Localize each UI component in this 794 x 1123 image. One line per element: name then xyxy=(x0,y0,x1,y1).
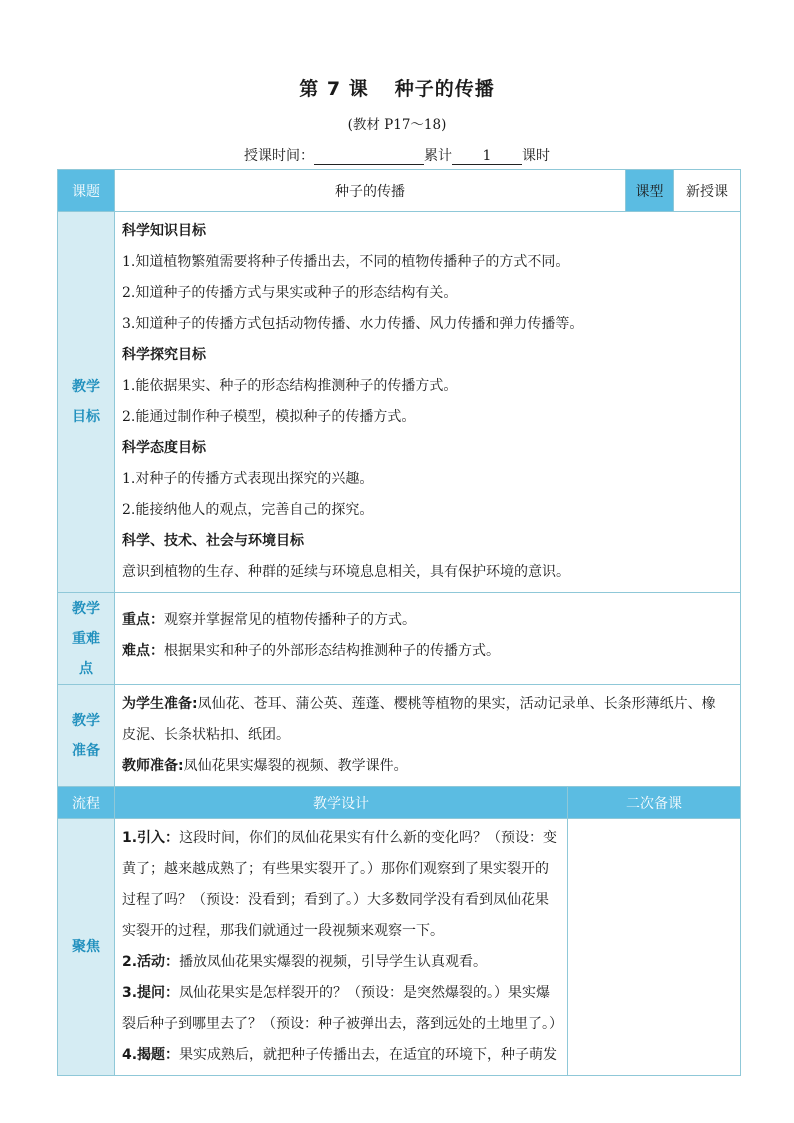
prep-item xyxy=(122,689,726,751)
key-points-row xyxy=(58,593,741,685)
goal-item: 意识到植物的生存、种群的延续与环境息息相关，具有保护环境的意识。 xyxy=(122,564,570,580)
key-point xyxy=(122,636,734,667)
focus-step-tag: 4.揭题： xyxy=(122,1047,180,1063)
key-point xyxy=(122,605,734,636)
time-label: 授课时间： xyxy=(244,148,314,164)
cumulative-label: 累计 xyxy=(424,148,452,164)
page-title xyxy=(0,74,794,101)
lesson-title: 种子的传播 xyxy=(394,78,495,100)
goals-list xyxy=(115,212,740,592)
label-line: 教学 xyxy=(72,712,100,729)
topic-row xyxy=(58,170,741,212)
prep-item-tag: 为学生准备: xyxy=(122,696,198,712)
focus-step-text: 播放凤仙花果实爆裂的视频，引导学生认真观看。 xyxy=(179,954,488,970)
prep-row xyxy=(58,685,741,787)
goal-item: 2.能通过制作种子模型，模拟种子的传播方式。 xyxy=(122,409,416,425)
focus-step-tag: 1.引入： xyxy=(122,830,180,846)
prep-label xyxy=(58,685,115,787)
type-label: 课型 xyxy=(626,170,674,212)
focus-step xyxy=(122,1040,559,1071)
goals-row xyxy=(58,212,741,593)
prep-item-tag: 教师准备: xyxy=(122,758,184,774)
key-points-label xyxy=(58,593,115,685)
cumulative-value: 1 xyxy=(452,148,522,165)
goal-heading: 科学探究目标 xyxy=(122,347,206,363)
time-blank xyxy=(314,164,424,165)
label-line: 教学 xyxy=(72,600,100,617)
textbook-pages: (教材 P17～18) xyxy=(347,117,447,133)
type-value: 新授课 xyxy=(674,170,741,212)
topic-label: 课题 xyxy=(58,170,115,212)
goal-item: 1.知道植物繁殖需要将种子传播出去，不同的植物传播种子的方式不同。 xyxy=(122,254,570,270)
key-points-cell xyxy=(115,593,741,685)
prep-label-text xyxy=(58,706,114,766)
key-points-list xyxy=(115,593,740,671)
prep-item xyxy=(122,751,726,782)
goal-item: 3.知道种子的传播方式包括动物传播、水力传播、风力传播和弹力传播等。 xyxy=(122,316,584,332)
goal-item: 2.能接纳他人的观点，完善自己的探究。 xyxy=(122,502,374,518)
key-point-tag: 难点： xyxy=(122,643,164,659)
goals-label-text xyxy=(58,372,114,432)
focus-step-text: 凤仙花果实是怎样裂开的？（预设：是突然爆裂的。）果实爆裂后种子到哪里去了？（预设：种子被弹出去，落到远处的土地里了。） xyxy=(122,985,563,1032)
topic-value: 种子的传播 xyxy=(115,170,626,212)
goal-item: 1.对种子的传播方式表现出探究的兴趣。 xyxy=(122,471,374,487)
goal-heading: 科学态度目标 xyxy=(122,440,206,456)
focus-cell xyxy=(115,819,568,1076)
goal-item: 2.知道种子的传播方式与果实或种子的形态结构有关。 xyxy=(122,285,458,301)
focus-step xyxy=(122,978,563,1040)
goal-item: 1.能依据果实、种子的形态结构推测种子的传播方式。 xyxy=(122,378,458,394)
second-prep-cell xyxy=(568,819,741,1076)
goal-heading: 科学、技术、社会与环境目标 xyxy=(122,533,304,549)
focus-row xyxy=(58,819,741,1076)
label-line: 目标 xyxy=(72,409,100,425)
focus-step-text: 这段时间，你们的凤仙花果实有什么新的变化吗？（预设：变黄了；越来越成熟了；有些果实裂开了。）那你们观察到了果实裂开的过程了吗？（预设：没看到；看到了。）大多数同学没有看到凤仙花果实裂开的过程，那我们就通过一段视频来观察一下。 xyxy=(122,830,558,939)
design-header: 教学设计 xyxy=(115,787,568,819)
key-point-text: 观察并掌握常见的植物传播种子的方式。 xyxy=(164,612,416,628)
focus-list xyxy=(115,819,567,1075)
goals-label xyxy=(58,212,115,593)
focus-label: 聚焦 xyxy=(58,819,115,1076)
prep-list xyxy=(115,685,740,786)
focus-step-tag: 2.活动： xyxy=(122,954,180,970)
focus-step-text: 果实成熟后，就把种子传播出去，在适宜的环境下，种子萌发 xyxy=(179,1047,558,1063)
focus-step-tag: 3.提问： xyxy=(122,985,180,1001)
hours-label: 课时 xyxy=(522,148,550,164)
label-line: 重难 xyxy=(72,630,100,647)
key-point-tag: 重点： xyxy=(122,612,164,628)
second-prep-header: 二次备课 xyxy=(568,787,741,819)
flow-header: 流程 xyxy=(58,787,115,819)
focus-step xyxy=(122,823,559,947)
key-points-label-text xyxy=(58,594,114,684)
focus-step xyxy=(122,947,559,978)
label-line: 准备 xyxy=(72,742,100,759)
goal-heading: 科学知识目标 xyxy=(122,223,206,239)
flow-header-row xyxy=(58,787,741,819)
label-line: 点 xyxy=(79,660,93,677)
lesson-number: 第 7 课 xyxy=(299,78,369,100)
schedule-line xyxy=(0,145,794,165)
prep-item-text: 凤仙花果实爆裂的视频、教学课件。 xyxy=(183,758,408,774)
prep-item-text: 凤仙花、苍耳、蒲公英、莲蓬、樱桃等植物的果实，活动记录单、长条形薄纸片、橡皮泥、长条状粘扣、纸团。 xyxy=(122,696,716,743)
label-line: 教学 xyxy=(72,379,100,395)
key-point-text: 根据果实和种子的外部形态结构推测种子的传播方式。 xyxy=(164,643,500,659)
lesson-plan-table xyxy=(57,169,741,1076)
goals-cell xyxy=(115,212,741,593)
prep-cell xyxy=(115,685,741,787)
